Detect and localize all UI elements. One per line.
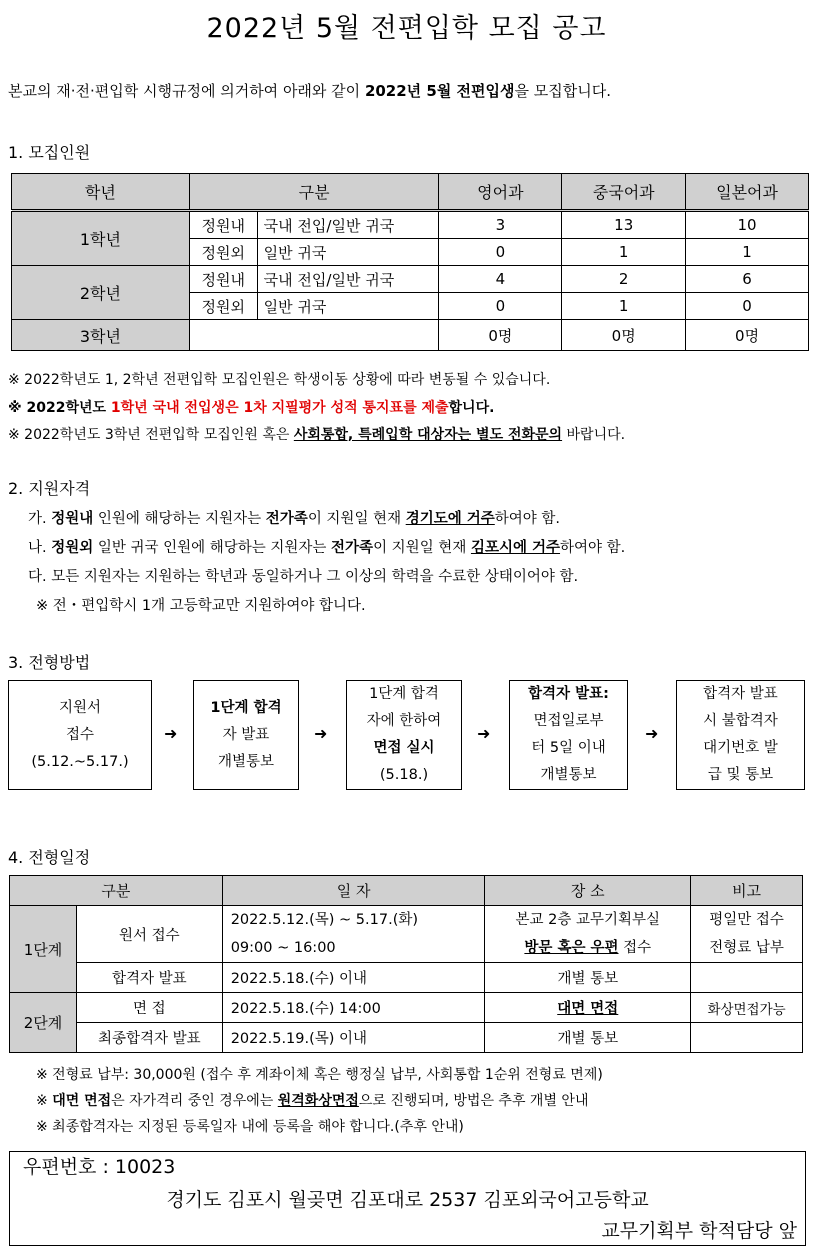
process-step-2: 1단계 합격 자 발표 개별통보 bbox=[193, 680, 299, 790]
table-row: 최종합격자 발표 2022.5.19.(목) 이내 개별 통보 bbox=[10, 1023, 803, 1053]
arrow-icon: ➜ bbox=[645, 724, 659, 743]
address-dept: 교무기획부 학적담당 앞 bbox=[601, 1220, 797, 1242]
intro-text: 본교의 재·전·편입학 시행규정에 의거하여 아래와 같이 2022년 5월 전편입생을 모집합니다. bbox=[8, 82, 611, 100]
schedule-table bbox=[9, 875, 803, 1053]
table-row: 2학년 정원내 국내 전입/일반 귀국 4 2 6 bbox=[12, 266, 809, 293]
section-3-heading: 3. 전형방법 bbox=[8, 653, 91, 672]
header-japanese: 일본어과 bbox=[686, 174, 809, 211]
schedule-note-1: ※ 전형료 납부: 30,000원 (접수 후 계좌이체 혹은 행정실 납부, 사회통합 1순위 전형료 면제) bbox=[36, 1067, 603, 1083]
note-1: ※ 2022학년도 1, 2학년 전편입학 모집인원은 학생이동 상황에 따라 변동될 수 있습니다. bbox=[8, 372, 551, 388]
grade-3-label: 3학년 bbox=[12, 320, 190, 351]
arrow-icon: ➜ bbox=[477, 724, 491, 743]
note-2: ※ 2022학년도 1학년 국내 전입생은 1차 지필평가 성적 통지표를 제출합니다. bbox=[8, 400, 495, 416]
schedule-note-2: ※ 대면 면접은 자가격리 중인 경우에는 원격화상면접으로 진행되며, 방법은 추후 개별 안내 bbox=[36, 1093, 589, 1109]
section-1-heading: 1. 모집인원 bbox=[8, 143, 91, 162]
stage-1-label: 1단계 bbox=[10, 906, 77, 993]
qualification-2: 나. 정원외 일반 귀국 인원에 해당하는 지원자는 전가족이 지원일 현재 김포시에 거주하여야 함. bbox=[28, 540, 626, 556]
table-row: 정원외 일반 귀국 0 1 0 bbox=[12, 293, 809, 320]
schedule-header-row: 구분 일 자 장 소 비고 bbox=[10, 876, 803, 906]
process-step-5: 합격자 발표 시 불합격자 대기번호 발 급 및 통보 bbox=[676, 680, 805, 790]
header-chinese: 중국어과 bbox=[562, 174, 686, 211]
header-category: 구분 bbox=[189, 174, 439, 211]
table-row: 1학년 정원내 국내 전입/일반 귀국 3 13 10 bbox=[12, 211, 809, 239]
arrow-icon: ➜ bbox=[164, 724, 178, 743]
qualification-1: 가. 정원내 인원에 해당하는 지원자는 전가족이 지원일 현재 경기도에 거주하여야 함. bbox=[28, 511, 561, 527]
address-line: 경기도 김포시 월곶면 김포대로 2537 김포외국어고등학교 bbox=[166, 1189, 649, 1211]
grade-2-label: 2학년 bbox=[12, 266, 190, 320]
quota-header-row bbox=[12, 174, 809, 211]
process-step-3: 1단계 합격 자에 한하여 면접 실시 (5.18.) bbox=[346, 680, 462, 790]
process-step-4: 합격자 발표: 면접일로부 터 5일 이내 개별통보 bbox=[509, 680, 628, 790]
header-english: 영어과 bbox=[439, 174, 562, 211]
arrow-icon: ➜ bbox=[314, 724, 328, 743]
quota-table bbox=[11, 173, 809, 351]
table-row: 2단계 면 접 2022.5.18.(수) 14:00 대면 면접 화상면접가능 bbox=[10, 993, 803, 1023]
address-box bbox=[9, 1151, 806, 1246]
stage-2-label: 2단계 bbox=[10, 993, 77, 1053]
note-3: ※ 2022학년도 3학년 전편입학 모집인원 혹은 사회통합, 특례입학 대상자는 별도 전화문의 바랍니다. bbox=[8, 427, 626, 443]
table-row: 3학년 0명 0명 0명 bbox=[12, 320, 809, 351]
process-step-1: 지원서 접수 (5.12.~5.17.) bbox=[8, 680, 152, 790]
grade-1-label: 1학년 bbox=[12, 211, 190, 266]
schedule-note-3: ※ 최종합격자는 지정된 등록일자 내에 등록을 해야 합니다.(추후 안내) bbox=[36, 1119, 464, 1135]
section-4-heading: 4. 전형일정 bbox=[8, 848, 91, 867]
page-title: 2022년 5월 전편입학 모집 공고 bbox=[206, 13, 607, 44]
qualification-note: ※ 전・편입학시 1개 고등학교만 지원하여야 합니다. bbox=[36, 598, 366, 614]
qualification-3: 다. 모든 지원자는 지원하는 학년과 동일하거나 그 이상의 학력을 수료한 상태이어야 함. bbox=[28, 569, 579, 585]
section-2-heading: 2. 지원자격 bbox=[8, 479, 91, 498]
postal-code: 우편번호 : 10023 bbox=[23, 1156, 176, 1178]
header-grade: 학년 bbox=[12, 174, 190, 211]
table-row: 정원외 일반 귀국 0 1 1 bbox=[12, 239, 809, 266]
table-row: 1단계 원서 접수 2022.5.12.(목) ~ 5.17.(화) 09:00 ~ 16:00 본교 2층 교무기획부실 방문 혹은 우편 접수 평일만 접수 전형료 납부 bbox=[10, 906, 803, 963]
table-row: 합격자 발표 2022.5.18.(수) 이내 개별 통보 bbox=[10, 963, 803, 993]
